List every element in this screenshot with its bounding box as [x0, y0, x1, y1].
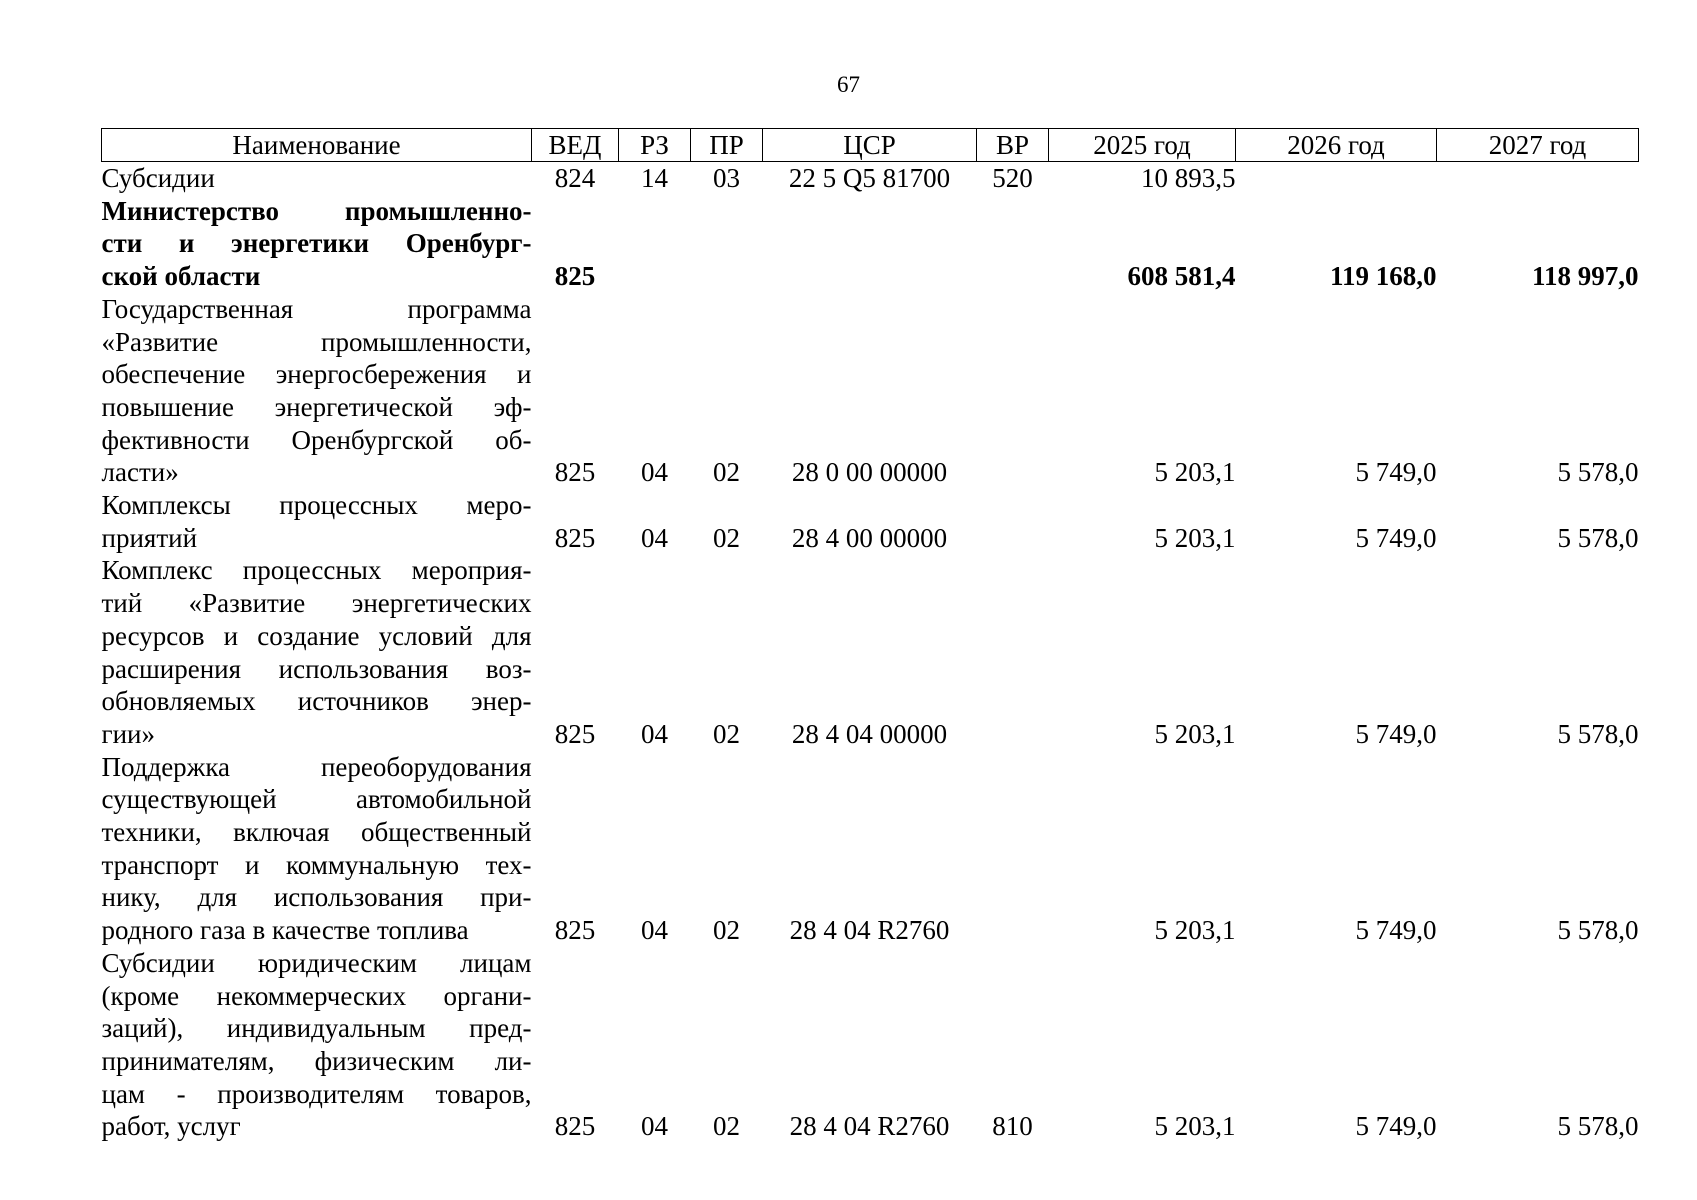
cell-pr: 02 [713, 522, 740, 553]
cell-2027: 5 578,0 [1557, 718, 1639, 749]
table-body [102, 162, 1639, 1144]
name-line: работ, услуг [101, 1111, 241, 1142]
name-line: существующей автомобильной [101, 784, 532, 815]
header-row [102, 129, 1639, 162]
name-line: Комплекс процессных мероприя- [101, 555, 532, 586]
cell-2027: 5 578,0 [1557, 522, 1639, 553]
cell-2025: 5 203,1 [1154, 522, 1236, 553]
table-row [102, 195, 1639, 293]
cell-2025: 10 893,5 [1141, 163, 1236, 193]
cell-ved: 825 [554, 457, 596, 488]
cell-csr: 28 4 04 R2760 [789, 1111, 950, 1142]
cell-rz: 04 [641, 457, 668, 488]
cell-name [102, 489, 532, 554]
name-line: «Развитие промышленности, [101, 326, 532, 357]
name-line: ресурсов и создание условий для [101, 620, 532, 651]
cell-csr: 28 0 00 00000 [791, 457, 948, 488]
cell-name [102, 293, 532, 489]
cell-ved: 825 [554, 718, 596, 749]
table-row [102, 489, 1639, 554]
header-rz: РЗ [619, 129, 691, 162]
header-pr: ПР [691, 129, 763, 162]
header-2025: 2025 год [1049, 129, 1236, 162]
cell-pr: 02 [713, 718, 740, 749]
cell-rz: 14 [641, 163, 668, 193]
cell-vr [977, 751, 1049, 947]
cell-2026: 5 749,0 [1355, 915, 1437, 946]
cell-pr: 02 [713, 1111, 740, 1142]
cell-pr: 03 [713, 163, 740, 193]
cell-csr: 28 4 04 00000 [791, 718, 948, 749]
cell-2027 [1437, 162, 1639, 195]
name-line: Поддержка переоборудования [101, 751, 532, 782]
cell-ved: 825 [554, 522, 596, 553]
cell-name [102, 554, 532, 750]
page-number: 67 [837, 72, 860, 97]
name-line: родного газа в качестве топлива [101, 915, 469, 946]
name-line: Субсидии юридическим лицам [101, 947, 532, 978]
name-line: повышение энергетической эф- [101, 391, 532, 422]
header-csr: ЦСР [763, 129, 977, 162]
header-2026: 2026 год [1236, 129, 1437, 162]
name-line: гии» [101, 718, 155, 749]
name-line: Государственная программа [101, 293, 532, 324]
cell-ved: 825 [554, 261, 596, 292]
name-line: техники, включая общественный [101, 817, 532, 848]
cell-name [102, 751, 532, 947]
cell-rz: 04 [641, 1111, 668, 1142]
cell-rz [619, 195, 691, 293]
cell-vr [977, 554, 1049, 750]
name-line: обеспечение энергосбережения и [101, 359, 532, 390]
cell-2026: 119 168,0 [1329, 261, 1437, 292]
name-line: нику, для использования при- [101, 882, 532, 913]
cell-csr [763, 195, 977, 293]
cell-vr: 520 [992, 163, 1033, 193]
cell-name [102, 162, 532, 195]
name-line: обновляемых источников энер- [101, 686, 532, 717]
name-line: Субсидии [101, 163, 215, 193]
header-vr: ВР [977, 129, 1049, 162]
cell-vr: 810 [992, 1111, 1033, 1142]
table-row [102, 751, 1639, 947]
cell-ved: 825 [554, 1111, 596, 1142]
cell-2027: 5 578,0 [1557, 457, 1639, 488]
cell-ved: 825 [554, 915, 596, 946]
cell-2025: 5 203,1 [1154, 457, 1236, 488]
cell-pr [691, 195, 763, 293]
cell-2025: 608 581,4 [1127, 261, 1236, 292]
table-row [102, 162, 1639, 195]
name-line: Министерство промышленно- [101, 195, 532, 226]
cell-vr [977, 195, 1049, 293]
name-line: принимателям, физическим ли- [101, 1045, 532, 1076]
cell-name [102, 195, 532, 293]
cell-2027: 5 578,0 [1557, 1111, 1639, 1142]
cell-2026: 5 749,0 [1355, 522, 1437, 553]
cell-2026: 5 749,0 [1355, 457, 1437, 488]
name-line: (кроме некоммерческих органи- [101, 980, 532, 1011]
name-line: Комплексы процессных меро- [101, 490, 532, 521]
name-line: ласти» [101, 457, 179, 488]
cell-2025: 5 203,1 [1154, 718, 1236, 749]
cell-pr: 02 [713, 915, 740, 946]
cell-rz: 04 [641, 522, 668, 553]
cell-2025: 5 203,1 [1154, 1111, 1236, 1142]
name-line: ской области [101, 261, 261, 292]
table-row [102, 947, 1639, 1143]
name-line: цам - производителям товаров, [101, 1078, 532, 1109]
header-name: Наименование [102, 129, 532, 162]
name-line: фективности Оренбургской об- [101, 424, 532, 455]
name-line: заций), индивидуальным пред- [101, 1013, 532, 1044]
cell-2026 [1236, 162, 1437, 195]
header-ved: ВЕД [532, 129, 619, 162]
cell-rz: 04 [641, 915, 668, 946]
name-line: тий «Развитие энергетических [101, 588, 532, 619]
header-2027: 2027 год [1437, 129, 1639, 162]
budget-table [101, 128, 1639, 1143]
cell-2027: 5 578,0 [1557, 915, 1639, 946]
name-line: приятий [101, 522, 198, 553]
cell-csr: 28 4 00 00000 [791, 522, 948, 553]
cell-2027: 118 997,0 [1531, 261, 1639, 292]
name-line: сти и энергетики Оренбург- [101, 228, 532, 259]
table-row [102, 554, 1639, 750]
cell-2026: 5 749,0 [1355, 718, 1437, 749]
cell-rz: 04 [641, 718, 668, 749]
cell-2025: 5 203,1 [1154, 915, 1236, 946]
cell-csr: 22 5 Q5 81700 [788, 163, 951, 193]
cell-name [102, 947, 532, 1143]
cell-vr [977, 293, 1049, 489]
name-line: расширения использования воз- [101, 653, 532, 684]
name-line: транспорт и коммунальную тех- [101, 849, 532, 880]
cell-pr: 02 [713, 457, 740, 488]
cell-csr: 28 4 04 R2760 [789, 915, 950, 946]
cell-vr [977, 489, 1049, 554]
cell-2026: 5 749,0 [1355, 1111, 1437, 1142]
table-row [102, 293, 1639, 489]
cell-ved: 824 [554, 163, 596, 193]
